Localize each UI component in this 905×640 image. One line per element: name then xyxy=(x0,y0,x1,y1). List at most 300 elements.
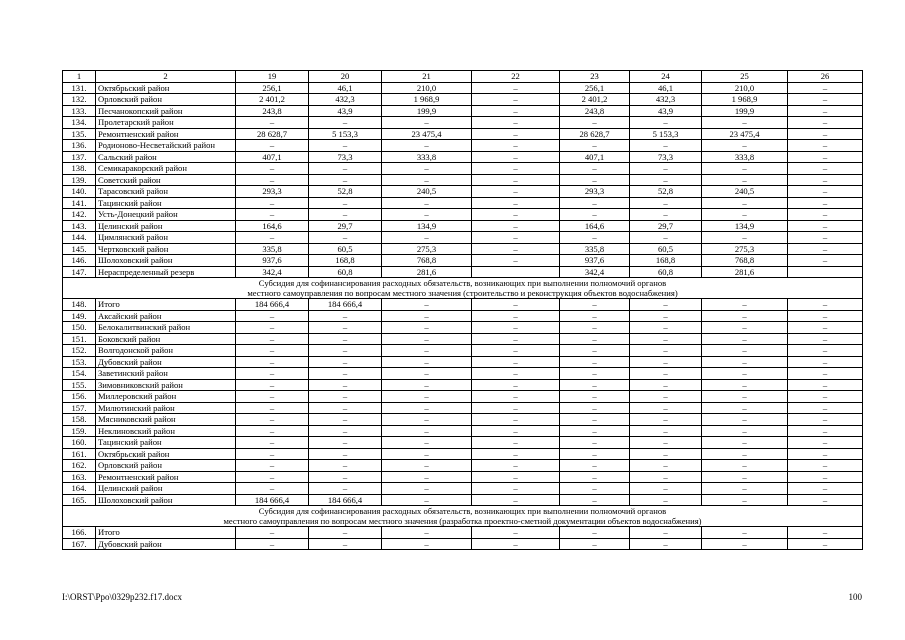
value-cell: – xyxy=(236,333,309,345)
value-cell: 768,8 xyxy=(702,255,788,267)
value-cell: – xyxy=(236,140,309,152)
value-cell: 275,3 xyxy=(702,243,788,255)
value-cell: – xyxy=(560,368,630,380)
district-name: Дубовский район xyxy=(96,538,236,550)
value-cell: – xyxy=(382,322,472,334)
row-number: 136. xyxy=(63,140,96,152)
row-number: 158. xyxy=(63,414,96,426)
table-row xyxy=(63,117,863,129)
table-row xyxy=(63,128,863,140)
value-cell: – xyxy=(382,163,472,175)
value-cell: – xyxy=(472,345,560,357)
value-cell: 293,3 xyxy=(560,186,630,198)
value-cell: – xyxy=(382,494,472,506)
value-cell: 23 475,4 xyxy=(382,128,472,140)
value-cell: 164,6 xyxy=(236,220,309,232)
value-cell: – xyxy=(472,333,560,345)
row-number: 161. xyxy=(63,448,96,460)
value-cell: – xyxy=(309,414,382,426)
row-number: 133. xyxy=(63,105,96,117)
value-cell: – xyxy=(630,437,702,449)
value-cell: – xyxy=(382,333,472,345)
table-row xyxy=(63,460,863,472)
value-cell: – xyxy=(788,538,863,550)
district-name: Боковский район xyxy=(96,333,236,345)
value-cell: 73,3 xyxy=(309,151,382,163)
value-cell: – xyxy=(702,471,788,483)
value-cell: – xyxy=(472,310,560,322)
value-cell: 256,1 xyxy=(236,82,309,94)
district-name: Семикаракорский район xyxy=(96,163,236,175)
value-cell: 281,6 xyxy=(702,266,788,278)
value-cell: – xyxy=(702,322,788,334)
value-cell: – xyxy=(382,356,472,368)
value-cell: – xyxy=(472,232,560,244)
column-header: 1 xyxy=(63,71,96,83)
value-cell: – xyxy=(382,197,472,209)
value-cell: – xyxy=(309,538,382,550)
column-header: 26 xyxy=(788,71,863,83)
value-cell: – xyxy=(309,402,382,414)
value-cell: – xyxy=(309,232,382,244)
value-cell: – xyxy=(472,448,560,460)
value-cell: – xyxy=(560,322,630,334)
value-cell: – xyxy=(472,538,560,550)
value-cell: – xyxy=(630,425,702,437)
value-cell: – xyxy=(560,345,630,357)
row-number: 152. xyxy=(63,345,96,357)
value-cell: – xyxy=(702,391,788,403)
value-cell: – xyxy=(560,402,630,414)
value-cell: – xyxy=(788,299,863,311)
table-row xyxy=(63,322,863,334)
value-cell: – xyxy=(788,220,863,232)
table-row xyxy=(63,82,863,94)
value-cell: – xyxy=(382,345,472,357)
value-cell: 342,4 xyxy=(560,266,630,278)
row-number: 135. xyxy=(63,128,96,140)
value-cell: – xyxy=(630,322,702,334)
row-number: 155. xyxy=(63,379,96,391)
value-cell: – xyxy=(236,402,309,414)
value-cell: – xyxy=(236,174,309,186)
value-cell: – xyxy=(702,163,788,175)
district-name: Мясниковский район xyxy=(96,414,236,426)
table-header-row xyxy=(63,71,863,83)
value-cell: – xyxy=(560,140,630,152)
value-cell: – xyxy=(630,527,702,539)
value-cell: – xyxy=(382,460,472,472)
table-row xyxy=(63,527,863,539)
value-cell: – xyxy=(630,174,702,186)
value-cell: – xyxy=(702,368,788,380)
district-name: Белокалитвинский район xyxy=(96,322,236,334)
value-cell: – xyxy=(630,483,702,495)
value-cell: – xyxy=(630,333,702,345)
row-number: 138. xyxy=(63,163,96,175)
value-cell: 168,8 xyxy=(309,255,382,267)
value-cell: – xyxy=(702,494,788,506)
value-cell: 184 666,4 xyxy=(309,299,382,311)
value-cell: – xyxy=(788,368,863,380)
value-cell: – xyxy=(236,538,309,550)
value-cell: – xyxy=(472,425,560,437)
district-name: Шолоховский район xyxy=(96,494,236,506)
value-cell: – xyxy=(236,368,309,380)
value-cell: 937,6 xyxy=(236,255,309,267)
district-name: Целинский район xyxy=(96,483,236,495)
value-cell: – xyxy=(630,538,702,550)
value-cell: – xyxy=(560,197,630,209)
table-row xyxy=(63,174,863,186)
row-number: 154. xyxy=(63,368,96,380)
value-cell: 168,8 xyxy=(630,255,702,267)
value-cell: – xyxy=(630,448,702,460)
value-cell: – xyxy=(382,391,472,403)
value-cell: – xyxy=(236,163,309,175)
value-cell: – xyxy=(472,379,560,391)
table-row xyxy=(63,255,863,267)
value-cell: – xyxy=(560,299,630,311)
table-row xyxy=(63,197,863,209)
value-cell: – xyxy=(788,310,863,322)
budget-table xyxy=(62,70,863,550)
value-cell: – xyxy=(472,209,560,221)
value-cell: – xyxy=(560,232,630,244)
value-cell: – xyxy=(630,402,702,414)
value-cell: – xyxy=(382,402,472,414)
row-number: 141. xyxy=(63,197,96,209)
row-number: 142. xyxy=(63,209,96,221)
value-cell: – xyxy=(788,414,863,426)
value-cell: 407,1 xyxy=(560,151,630,163)
value-cell: – xyxy=(702,310,788,322)
value-cell: – xyxy=(472,140,560,152)
value-cell: – xyxy=(309,527,382,539)
value-cell: – xyxy=(472,402,560,414)
value-cell: – xyxy=(309,322,382,334)
value-cell: – xyxy=(309,448,382,460)
district-name: Неклиновский район xyxy=(96,425,236,437)
section-heading-line: Субсидия для софинансирования расходных обязательств, возникающих при выполнении полномочий органов xyxy=(258,506,667,516)
value-cell: – xyxy=(788,255,863,267)
value-cell: – xyxy=(560,483,630,495)
value-cell: 134,9 xyxy=(382,220,472,232)
district-name: Дубовский район xyxy=(96,356,236,368)
value-cell: – xyxy=(309,209,382,221)
row-number: 145. xyxy=(63,243,96,255)
value-cell: – xyxy=(236,527,309,539)
value-cell: 1 968,9 xyxy=(702,94,788,106)
value-cell: 432,3 xyxy=(309,94,382,106)
row-number: 157. xyxy=(63,402,96,414)
district-name: Орловский район xyxy=(96,460,236,472)
value-cell: 210,0 xyxy=(702,82,788,94)
value-cell: – xyxy=(560,460,630,472)
value-cell: – xyxy=(472,322,560,334)
value-cell: – xyxy=(560,425,630,437)
table-row xyxy=(63,391,863,403)
value-cell: – xyxy=(236,448,309,460)
value-cell: – xyxy=(472,163,560,175)
row-number: 144. xyxy=(63,232,96,244)
row-number: 162. xyxy=(63,460,96,472)
row-number: 140. xyxy=(63,186,96,198)
row-number: 143. xyxy=(63,220,96,232)
value-cell: – xyxy=(309,460,382,472)
section-heading-line: Субсидия для софинансирования расходных обязательств, возникающих при выполнении полномочий органов xyxy=(258,278,667,288)
value-cell: – xyxy=(630,117,702,129)
value-cell: 240,5 xyxy=(382,186,472,198)
value-cell: 184 666,4 xyxy=(309,494,382,506)
table-row xyxy=(63,310,863,322)
value-cell: 5 153,3 xyxy=(309,128,382,140)
value-cell: – xyxy=(560,310,630,322)
value-cell: 256,1 xyxy=(560,82,630,94)
value-cell: – xyxy=(309,425,382,437)
row-number: 149. xyxy=(63,310,96,322)
value-cell: – xyxy=(788,209,863,221)
district-name: Октябрьский район xyxy=(96,82,236,94)
value-cell: 275,3 xyxy=(382,243,472,255)
value-cell: – xyxy=(472,483,560,495)
table-row xyxy=(63,437,863,449)
value-cell: – xyxy=(382,299,472,311)
value-cell: – xyxy=(788,471,863,483)
row-number: 139. xyxy=(63,174,96,186)
value-cell: – xyxy=(702,197,788,209)
value-cell: 43,9 xyxy=(309,105,382,117)
value-cell: – xyxy=(702,356,788,368)
page-number: 100 xyxy=(848,592,862,602)
value-cell: – xyxy=(472,197,560,209)
value-cell: – xyxy=(309,345,382,357)
value-cell: 2 401,2 xyxy=(560,94,630,106)
value-cell: 60,8 xyxy=(630,266,702,278)
value-cell: 23 475,4 xyxy=(702,128,788,140)
value-cell: – xyxy=(236,471,309,483)
section-heading-row xyxy=(63,506,863,527)
value-cell: – xyxy=(236,197,309,209)
value-cell: 293,3 xyxy=(236,186,309,198)
table-row xyxy=(63,299,863,311)
value-cell: – xyxy=(788,391,863,403)
row-number: 156. xyxy=(63,391,96,403)
value-cell: – xyxy=(788,345,863,357)
value-cell: – xyxy=(560,174,630,186)
value-cell: – xyxy=(382,140,472,152)
value-cell: – xyxy=(702,232,788,244)
district-name: Пролетарский район xyxy=(96,117,236,129)
row-number: 153. xyxy=(63,356,96,368)
value-cell: – xyxy=(560,163,630,175)
column-header: 19 xyxy=(236,71,309,83)
value-cell: – xyxy=(560,333,630,345)
value-cell: – xyxy=(236,310,309,322)
value-cell: 29,7 xyxy=(309,220,382,232)
value-cell: – xyxy=(788,197,863,209)
district-name: Усть-Донецкий район xyxy=(96,209,236,221)
value-cell: – xyxy=(236,437,309,449)
column-header: 20 xyxy=(309,71,382,83)
value-cell: – xyxy=(472,117,560,129)
row-number: 167. xyxy=(63,538,96,550)
value-cell: – xyxy=(236,379,309,391)
row-number: 163. xyxy=(63,471,96,483)
row-number: 132. xyxy=(63,94,96,106)
value-cell: – xyxy=(788,174,863,186)
value-cell: – xyxy=(472,220,560,232)
column-header: 22 xyxy=(472,71,560,83)
value-cell: – xyxy=(630,299,702,311)
row-number: 150. xyxy=(63,322,96,334)
value-cell: – xyxy=(702,402,788,414)
value-cell: – xyxy=(788,151,863,163)
section-heading xyxy=(63,278,863,299)
value-cell: 243,8 xyxy=(236,105,309,117)
section-heading-row xyxy=(63,278,863,299)
row-number: 147. xyxy=(63,266,96,278)
value-cell: – xyxy=(236,391,309,403)
value-cell: – xyxy=(472,368,560,380)
value-cell: – xyxy=(702,483,788,495)
row-number: 148. xyxy=(63,299,96,311)
value-cell: – xyxy=(788,128,863,140)
district-name: Зимовниковский район xyxy=(96,379,236,391)
value-cell: – xyxy=(788,460,863,472)
value-cell: – xyxy=(560,527,630,539)
value-cell: – xyxy=(236,460,309,472)
value-cell: – xyxy=(472,437,560,449)
value-cell: 199,9 xyxy=(382,105,472,117)
row-number: 137. xyxy=(63,151,96,163)
value-cell: – xyxy=(788,527,863,539)
value-cell: 52,8 xyxy=(309,186,382,198)
district-name: Тацинский район xyxy=(96,197,236,209)
table-row xyxy=(63,494,863,506)
value-cell: – xyxy=(309,368,382,380)
value-cell: – xyxy=(236,209,309,221)
value-cell: 2 401,2 xyxy=(236,94,309,106)
value-cell: – xyxy=(309,163,382,175)
column-header: 25 xyxy=(702,71,788,83)
value-cell: – xyxy=(472,255,560,267)
column-header: 24 xyxy=(630,71,702,83)
value-cell: – xyxy=(788,448,863,460)
value-cell: 199,9 xyxy=(702,105,788,117)
district-name: Тарасовский район xyxy=(96,186,236,198)
value-cell: – xyxy=(788,402,863,414)
value-cell: – xyxy=(630,345,702,357)
value-cell: – xyxy=(236,425,309,437)
value-cell: – xyxy=(472,151,560,163)
value-cell: – xyxy=(702,425,788,437)
value-cell: – xyxy=(472,82,560,94)
value-cell: – xyxy=(382,425,472,437)
table-row xyxy=(63,448,863,460)
value-cell: – xyxy=(382,117,472,129)
value-cell: 43,9 xyxy=(630,105,702,117)
value-cell: – xyxy=(309,333,382,345)
value-cell: – xyxy=(309,117,382,129)
value-cell: – xyxy=(702,379,788,391)
value-cell: – xyxy=(382,483,472,495)
value-cell: – xyxy=(788,232,863,244)
value-cell: 184 666,4 xyxy=(236,299,309,311)
value-cell: – xyxy=(630,232,702,244)
value-cell: – xyxy=(472,391,560,403)
value-cell: – xyxy=(788,117,863,129)
row-number: 160. xyxy=(63,437,96,449)
value-cell: – xyxy=(472,243,560,255)
table-row xyxy=(63,209,863,221)
district-name: Октябрьский район xyxy=(96,448,236,460)
value-cell: – xyxy=(560,414,630,426)
value-cell: – xyxy=(236,322,309,334)
value-cell: – xyxy=(382,368,472,380)
value-cell: – xyxy=(702,140,788,152)
value-cell: 1 968,9 xyxy=(382,94,472,106)
value-cell: 342,4 xyxy=(236,266,309,278)
value-cell: – xyxy=(630,368,702,380)
district-name: Аксайский район xyxy=(96,310,236,322)
value-cell: – xyxy=(472,527,560,539)
value-cell: – xyxy=(702,209,788,221)
value-cell: – xyxy=(309,471,382,483)
column-header: 21 xyxy=(382,71,472,83)
value-cell: – xyxy=(560,494,630,506)
value-cell: – xyxy=(788,333,863,345)
district-name: Нераспределенный резерв xyxy=(96,266,236,278)
value-cell: – xyxy=(630,163,702,175)
value-cell: – xyxy=(236,232,309,244)
district-name: Итого xyxy=(96,299,236,311)
value-cell: 432,3 xyxy=(630,94,702,106)
table-row xyxy=(63,94,863,106)
section-heading-line: местного самоуправления по вопросам местного значения (разработка проектно-сметной документации объектов водоснабжения) xyxy=(223,516,702,526)
value-cell: 46,1 xyxy=(630,82,702,94)
value-cell: – xyxy=(560,471,630,483)
value-cell: – xyxy=(788,437,863,449)
value-cell: – xyxy=(472,471,560,483)
value-cell: – xyxy=(702,448,788,460)
value-cell: 184 666,4 xyxy=(236,494,309,506)
value-cell: – xyxy=(382,174,472,186)
value-cell: – xyxy=(560,356,630,368)
value-cell: 937,6 xyxy=(560,255,630,267)
value-cell: – xyxy=(472,128,560,140)
document-path: I:\ORST\Ppo\0329p232.f17.docx xyxy=(62,592,183,602)
column-header: 2 xyxy=(96,71,236,83)
value-cell: – xyxy=(788,425,863,437)
value-cell: – xyxy=(309,174,382,186)
value-cell: – xyxy=(382,209,472,221)
value-cell: – xyxy=(382,471,472,483)
value-cell: – xyxy=(309,391,382,403)
table-row xyxy=(63,151,863,163)
district-name: Заветинский район xyxy=(96,368,236,380)
table-row xyxy=(63,425,863,437)
value-cell: – xyxy=(630,460,702,472)
value-cell: – xyxy=(630,209,702,221)
value-cell: 164,6 xyxy=(560,220,630,232)
value-cell: – xyxy=(472,414,560,426)
table-row xyxy=(63,220,863,232)
value-cell: – xyxy=(702,538,788,550)
value-cell: – xyxy=(472,460,560,472)
value-cell: – xyxy=(702,527,788,539)
value-cell: – xyxy=(472,494,560,506)
